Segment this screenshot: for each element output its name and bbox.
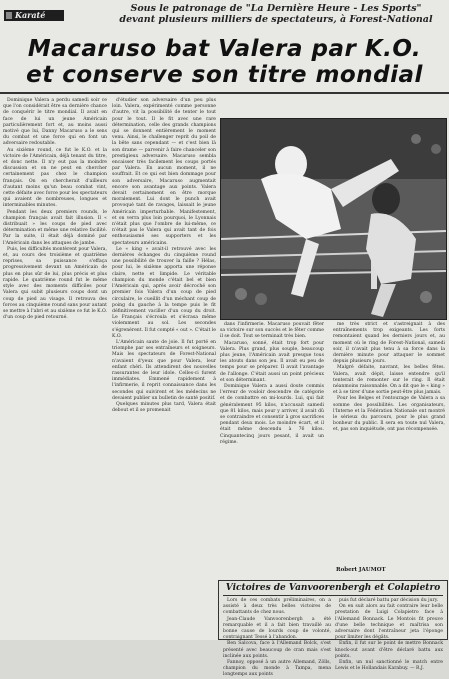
patronage-line bbox=[108, 3, 444, 25]
section-label: Karaté bbox=[15, 10, 46, 20]
article-paragraph: me très strict et s'astreignait à des entraînements trop exigeants. Les forts remontaient quand les derniers jours et, au moment où le ring de Forest-National, samedi soir, il n'avait plus tenu à sa force dans la dernière minute pour attaquer le sommet depuis plusieurs jours. bbox=[333, 322, 445, 365]
patronage-line-1: Sous le patronage de "La Dernière Heure - Les Sports" bbox=[130, 3, 422, 14]
patronage-line-2: devant plusieurs milliers de spectateurs, à Forest-National bbox=[119, 14, 433, 25]
article-paragraph: d'étudier son adversaire d'un peu plus loin. Valera, expérimenté comme personne d'autre, vit la possibilité de tenter le tout pour le tout. Il le fit avec une rare détermination, celle des grands champions qui se donnent entièrement le moment venu. Ainsi, le challenger reprit du poil de la bête sans cependant — et c'est bien là son drame — parvenir à faire chanceler son prestigieux adversaire. Macaruso sembla encaisser très facilement les coups portés par Valera. En aucun moment, il ne souffrait. Et ce qui est bien dommage pour son adversaire, Macaruso augmentait encore son avantage aux points. Valera devait certainement en être morque moralement. Lui dont le punch avait provoqué tant de ravages, laissait le jeune Américain imperturbable. Manifestement, et on verra plus loin pourquoi, le Lyonnais n'était plus que l'ombre de lui-même, ce n'était pas le Valera qui avait tant de fois enthousiasmé ses supporters et les spectateurs américains. bbox=[112, 98, 216, 246]
headline-line-1: Macaruso bat Valera par K.O. bbox=[27, 36, 422, 62]
sidebar-box-column-2 bbox=[335, 598, 443, 672]
sidebar-box-rule bbox=[223, 595, 443, 596]
article-paragraph: Macaruso, sonné, était trop fort pour Valera. Plus grand, plus souple, beaucoup plus jeune, l'Américain avait presque tous les atouts dans son jeu. Il avait eu peu de temps pour se préparer. Il avait l'avantage de l'allonge. C'était aussi un point précieux et son déterminant. bbox=[220, 340, 324, 383]
sidebar-paragraph: On en suit alors au fait contraire leur belle prestation de Luigi Colapietro face à l'Allemand Bonnack. Le Montois fit preuve d'une belle technique et maîtrisa son adversaire dont l'entraîneur jeta l'éponge pour limiter les dégâts. bbox=[335, 604, 443, 641]
sidebar-paragraph: Jean-Claude Vanvoorenbergh a été remarquable et il a fait bien travaillé au bonne cause de lourds coup de volonté, contraignant Tessé à l'abandon. bbox=[223, 616, 331, 641]
article-paragraph: Puis, les difficultés montèrent pour Valera, et, au cours des troisième et quatrième reprises, sa puissance s'effaça progressivement devant un Américain de plus en plus sûr de lui, plus précis et plus rapide. Le quatrième round fut le même style avec des moments difficiles pour Valera qui subit plusieurs coups dont un coup de pied au visage. Il retrouva des forces au cinquième round sans pour autant se mettre à l'abri et au sixième ce fut le K.O. d'un coup de pied retourné. bbox=[3, 246, 107, 321]
sidebar-paragraph: Fannoy, opposé à un autre Allemand, Zölls, champion du monde à Tampa, mena longtemps aux points bbox=[223, 660, 331, 678]
headline-line-2: et conserve son titre mondial bbox=[26, 62, 423, 88]
article-paragraph: Pour les Belges et l'entourage de Valera a sa somme des possibilités. Les organisateurs, l'Interne et la Fédération Nationale ont montré le sérieux du parcours, pour le plus grand bonheur du public. Il sera en toute nul Valera, et, pas son inquiétude, ont pas récompensée. bbox=[333, 396, 445, 433]
fight-photo-image bbox=[221, 119, 446, 319]
article-paragraph: Au sixième round, ce fut le K.O. et la victoire de l'Américain, déjà tenant du titre, et donc nette. Il n'y eut pas la moindre discussion et on ne peut en chercher certainement pas chez le champion français. On en chercherait d'ailleurs d'autant moins qu'un beau combat vint, cette défaite avec force pour les spectateurs qui avaient de nombreuses, longues et interminables minutes. bbox=[3, 147, 107, 209]
sidebar-paragraph: Enfin, un nul sanctionné le match entre Lewis et le Hollandais Karabuy. — R.J. bbox=[335, 660, 443, 672]
article-paragraph: dans l'infirmerie. Macaruso pouvait fêter sa victoire sur son succès et le fêter comme il se doit. Tout se terminait très bien. bbox=[220, 322, 324, 340]
article-column-4 bbox=[333, 322, 445, 566]
article-column-1 bbox=[3, 98, 107, 638]
article-paragraph: Quelques minutes plus tard, Valera était debout et il se promenait bbox=[112, 401, 216, 414]
author-signature: Robert JAUMOT bbox=[336, 567, 386, 573]
article-column-2 bbox=[112, 98, 216, 638]
article-paragraph: Dominique Valera a aussi doute commis l'erreur de vouloir descendre de catégorie et de combattre en mi-lourds. Lui, qui fait généralement 95 kilos, n'accusait samedi que 81 kilos, mais pour y arriver, il avait dû se contraindre et consentir à gros sacrifices pendant deux mois. Le moindre écart, et il était même descendu à 76 kilos. Cinquantecinq jours pesant, il avait un régime. bbox=[220, 384, 324, 445]
karate-icon bbox=[6, 12, 12, 19]
sidebar-box-title: Victoires de Vanvoorenbergh et Colapietro bbox=[225, 583, 441, 593]
sidebar-paragraph: puis fut déclaré battu par décision du jury. bbox=[339, 598, 439, 603]
article-paragraph: Malgré défaite, navrant, les belles fêtes. Valera, avait dépit, laisse entendre qu'il tenterait de remonter sur le ring. Il était néanmoins raisonnable. On a dit que le « king » et à se tirer d'une sortie peut-être plus jamais. bbox=[333, 365, 445, 396]
sidebar-box-column-1 bbox=[223, 598, 331, 678]
sidebar-paragraph: Ben Salcova, face à l'Allemand Bolck, s'est présenté avec beaucoup de cran mais s'est inclinée aux points. bbox=[223, 641, 331, 659]
fight-photo bbox=[220, 118, 447, 320]
headline-rule bbox=[0, 92, 449, 94]
section-tag bbox=[4, 10, 64, 21]
article-column-3 bbox=[220, 322, 324, 576]
article-paragraph: Pendant les deux premiers rounds, le champion français avait fait illusion. Il « distribuait » les coups de pied avec détermination et même une relative facilité. Par la suite, il était déjà dominé par l'Américain dans les attaques de jambe. bbox=[3, 209, 107, 246]
article-paragraph: Dominique Valera a perdu samedi soir ce que l'on considérait être sa dernière chance de conquérir le titre mondial. Il avait en face de lui un jeune Américain particulièrement fort et, au moins aussi motivé que lui, Danny Macaruso a le sens du combat et une force qui en font un adversaire redoutable. bbox=[3, 98, 107, 147]
sidebar-paragraph: Enfin, il fut sur le point de mettre Bonnack knock-out avant d'être déclaré battu aux points. bbox=[335, 641, 443, 659]
headline bbox=[0, 36, 449, 88]
sidebar-box bbox=[218, 580, 448, 678]
article-paragraph: L'Américain saute de joie. Il fut porté en triomphe par ses entraîneurs et soigneurs. Mais les spectateurs de Forest-National n'avaient d'yeux que pour Valera, leur enfant chéri. Ils attendirent des nouvelles rassurantes de leur idole. Celles-ci furent immédiates. Emmené rapidement à l'infirmerie, il reprit connaissance dans les secondes qui suivirent et les médecins ne devaient publier un bulletin de santé positif. bbox=[112, 339, 216, 401]
sidebar-paragraph: Lors de ces combats préliminaires, on a assisté à deux très belles victoires de combattants de chez nous. bbox=[223, 598, 331, 616]
article-paragraph: Le « king » avait-il retrouvé avec les dernières échanges du cinquième round une possibilité de trouver la faille ? Hélas, pour lui, le sixième apporta une réponse claire, nette et limpide. Le véritable champion du monde c'était bel et bien l'Américain qui, après avoir décroché son premier fois Valera d'un coup de pied circulaire, le cueillit d'un méchant coup de poing du gauche à la tempe puis le fit définitivement vaciller d'un coup du droit. Le Français s'écroula et s'écrasa même violemment au sol. Les secondes s'égrenèrent. Il fut compté « out ». C'était le K.O. bbox=[112, 246, 216, 339]
